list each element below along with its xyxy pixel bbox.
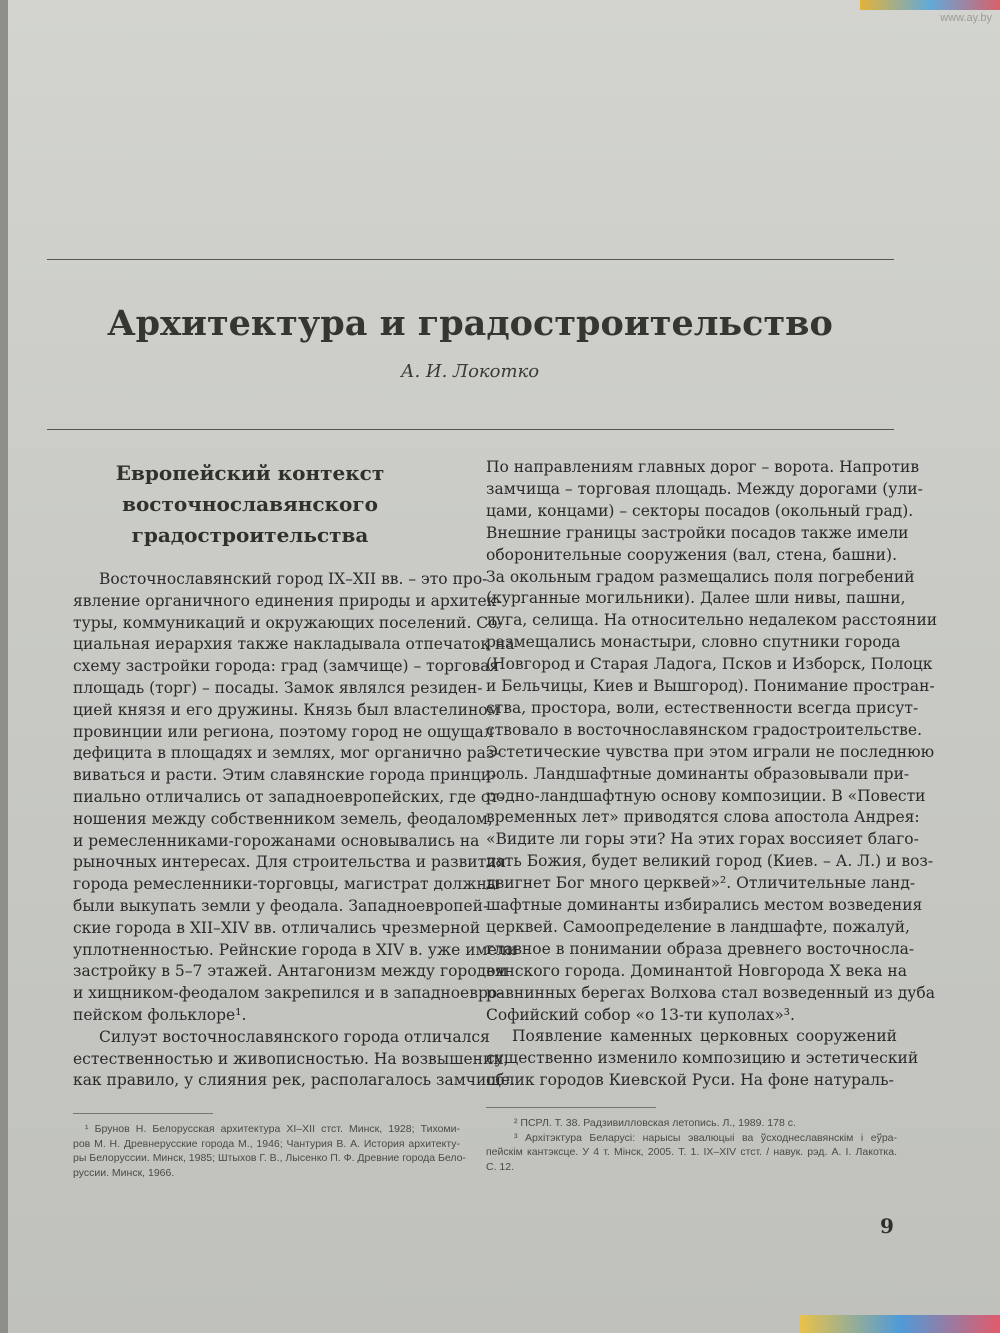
- text-line: замчища – торговая площадь. Между дорогами (ули-: [486, 479, 923, 498]
- text-line: дефицита в площадях и землях, мог органично раз-: [73, 744, 500, 763]
- text-line: оборонительные сооружения (вал, стена, башни).: [486, 545, 897, 564]
- page-number: 9: [880, 1214, 894, 1238]
- footnote-line: С. 12.: [486, 1160, 515, 1173]
- text-line: уплотненностью. Рейнские города в XIV в. уже имели: [73, 940, 517, 959]
- chapter-title: Архитектура и градостроительство: [107, 303, 833, 344]
- text-line: туры, коммуникаций и окружающих поселений. Со-: [73, 613, 503, 632]
- text-line: вянского города. Доминантой Новгорода X века на: [486, 961, 907, 980]
- footnote-line: ры Белоруссии. Минск, 1985; Штыхов Г. В., Лысенко П. Ф. Древние города Бело-: [73, 1152, 466, 1164]
- text-line: и ремесленниками-горожанами основывались на: [73, 831, 480, 850]
- text-line: (курганные могильники). Далее шли нивы, пашни,: [486, 589, 906, 608]
- footnote-line: руссии. Минск, 1966.: [73, 1166, 175, 1179]
- text-line: рыночных интересах. Для строительства и развития: [73, 853, 507, 872]
- text-line: пейском фольклоре¹.: [73, 1006, 247, 1024]
- top-rule: [47, 259, 894, 260]
- footnote-line: ³ Архітэктура Беларусі: нарысы эвалюцыі ва ўсходнеславянскім і еўра-: [514, 1131, 897, 1144]
- background-object-top: [860, 0, 1000, 10]
- text-line: ствовало в восточнославянском градостроительстве.: [486, 720, 922, 739]
- footnote-line: ² ПСРЛ. Т. 38. Радзивилловская летопись. Л., 1989. 178 с.: [514, 1117, 796, 1129]
- text-line: провинции или региона, поэтому город не ощущал: [73, 722, 494, 741]
- section-heading-line: восточнославянского: [122, 492, 378, 516]
- text-line: Восточнославянский город IX–XII вв. – это про-: [99, 570, 488, 588]
- text-line: виваться и расти. Этим славянские города принци-: [73, 766, 497, 785]
- text-line: ские города в XII–XIV вв. отличались чрезмерной: [73, 918, 481, 937]
- right-footnote-rule: [486, 1107, 656, 1108]
- text-line: как правило, у слияния рек, располагалось замчище.: [73, 1071, 515, 1090]
- section-heading-line: градостроительства: [131, 523, 369, 547]
- text-line: естественностью и живописностью. На возвышении,: [73, 1049, 509, 1068]
- text-line: «Видите ли горы эти? На этих горах воссияет благо-: [486, 830, 919, 849]
- section-heading-line: Европейский контекст: [115, 461, 385, 485]
- text-line: шафтные доминанты избирались местом возведения: [486, 896, 923, 914]
- background-object-bottom: [800, 1315, 1000, 1333]
- text-line: ношения между собственником земель, феодалом,: [73, 809, 493, 828]
- text-line: двигнет Бог много церквей»². Отличительные ланд-: [486, 874, 916, 893]
- text-line: Появление каменных церковных сооружений: [512, 1027, 897, 1046]
- text-line: Внешние границы застройки посадов также имели: [486, 523, 909, 542]
- page-edge-shadow: [0, 0, 8, 1333]
- footnote-line: ров М. Н. Древнерусские города М., 1946; Чантурия В. А. История архитекту-: [73, 1137, 460, 1150]
- text-line: облик городов Киевской Руси. На фоне натураль-: [486, 1071, 894, 1090]
- text-line: По направлениям главных дорог – ворота. Напротив: [486, 458, 920, 476]
- text-line: застройку в 5–7 этажей. Антагонизм между городом: [73, 962, 508, 981]
- left-footnote-rule: [73, 1113, 213, 1114]
- text-line: размещались монастыри, словно спутники города: [486, 633, 901, 652]
- text-line: луга, селища. На относительно недалеком расстоянии: [486, 611, 938, 630]
- text-line: ства, простора, воли, естественности всегда присут-: [486, 698, 919, 717]
- text-line: города ремесленники-торговцы, магистрат должны: [73, 875, 500, 894]
- text-line: схему застройки города: град (замчище) – торговая: [73, 657, 500, 676]
- text-line: циальная иерархия также накладывала отпечаток на: [73, 635, 515, 654]
- text-line: и хищником-феодалом закрепился и в западноевро-: [73, 984, 503, 1003]
- text-line: пиально отличались от западноевропейских, где от-: [73, 788, 505, 806]
- text-line: роль. Ландшафтные доминанты образовывали при-: [486, 764, 910, 783]
- section-heading: [60, 458, 440, 551]
- text-line: родно-ландшафтную основу композиции. В «Повести: [486, 786, 926, 805]
- text-line: были выкупать земли у феодала. Западноевропей-: [73, 897, 489, 915]
- footnote-line: пейскім кантэксце. У 4 т. Мінск, 2005. Т. 1. IX–XIV стст. / навук. рэд. А. І. Лакотка.: [486, 1146, 897, 1158]
- text-line: Эстетические чувства при этом играли не последнюю: [486, 742, 935, 761]
- footnote-line: ¹ Брунов Н. Белорусская архитектура XI–XII стст. Минск, 1928; Тихоми-: [85, 1123, 460, 1135]
- text-line: дать Божия, будет великий город (Киев. – А. Л.) и воз-: [486, 852, 934, 871]
- watermark: www.ay.by: [940, 12, 992, 24]
- text-line: цией князя и его дружины. Князь был властелином: [73, 700, 500, 719]
- text-line: равнинных берегах Волхова стал возведенный из дуба: [486, 983, 935, 1002]
- section-rule: [47, 429, 894, 430]
- text-line: Силуэт восточнославянского города отличался: [99, 1027, 490, 1046]
- text-line: (Новгород и Старая Ладога, Псков и Изборск, Полоцк: [486, 655, 933, 674]
- text-line: За окольным градом размещались поля погребений: [486, 567, 915, 586]
- text-line: Софийский собор «о 13-ти куполах»³.: [486, 1005, 795, 1024]
- text-line: цами, концами) – секторы посадов (окольный град).: [486, 501, 914, 520]
- text-line: существенно изменило композицию и эстетический: [486, 1049, 919, 1068]
- text-line: площадь (торг) – посады. Замок являлся резиден-: [73, 679, 483, 697]
- text-line: церквей. Самоопределение в ландшафте, пожалуй,: [486, 917, 910, 936]
- chapter-author: А. И. Локотко: [400, 361, 540, 382]
- text-line: явление органичного единения природы и архитек-: [73, 591, 502, 610]
- text-line: главное в понимании образа древнего восточносла-: [486, 939, 915, 958]
- text-line: и Бельчицы, Киев и Вышгород). Понимание простран-: [486, 677, 935, 695]
- text-line: временных лет» приводятся слова апостола Андрея:: [486, 808, 920, 827]
